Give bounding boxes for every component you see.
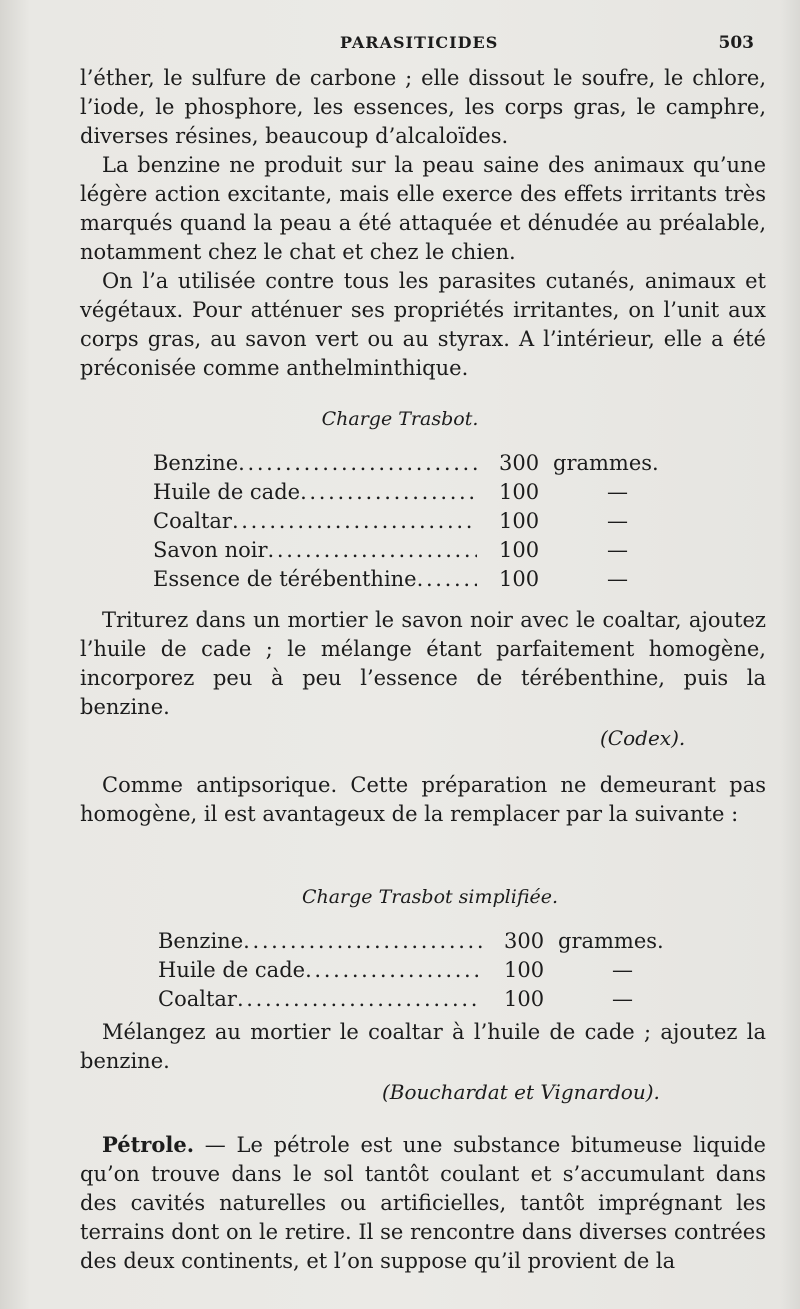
petrole-section <box>80 1130 766 1276</box>
ingredient-name: Coaltar <box>158 987 237 1011</box>
instructions-2 <box>80 1018 766 1076</box>
ingredient-name: Benzine <box>158 929 244 953</box>
leader-dots <box>243 927 482 956</box>
ingredient-name: Coaltar <box>153 509 232 533</box>
paragraph-2: La benzine ne produit sur la peau saine des animaux qu’une légère action excitante, mais elle exerce des effets irritants très marqués quand la peau a été attaquée et dénudée au préalable, notamment chez le chat et chez le chien. <box>80 153 766 264</box>
paragraph-1: l’éther, le sulfure de carbone ; elle dissout le soufre, le chlore, l’iode, le phosphore, les essences, les corps gras, le camphre, diverses résines, beaucoup d’alcaloïdes. <box>80 66 766 148</box>
ingredient-name: Huile de cade <box>153 480 301 504</box>
instructions-1 <box>80 606 766 722</box>
petrole-description: — Le pétrole est une substance bitumeuse liquide qu’on trouve dans le sol tantôt coulant et s’accumulant dans des cavités naturelles ou artificielles, tantôt imprégnant les terrains dont on le retire. Il se rencontre dans diverses contrées des deux continents, et l’on suppose qu’il provient de la <box>80 1133 766 1273</box>
leader-dots <box>237 985 482 1014</box>
ingredient-unit: — <box>607 480 628 504</box>
leader-dots <box>268 536 477 565</box>
leader-dots <box>305 956 482 985</box>
antipsoric-text <box>80 771 766 829</box>
ingredient-quantity: 100 <box>504 958 545 982</box>
ingredient-unit: — <box>612 958 633 982</box>
ingredient-name: Huile de cade <box>158 958 306 982</box>
ingredient-row <box>153 565 693 594</box>
ingredient-row <box>153 449 693 478</box>
ingredient-unit: — <box>607 538 628 562</box>
ingredient-row <box>158 956 698 985</box>
opening-text <box>80 64 766 383</box>
recipe-2-ingredients <box>158 927 698 1014</box>
petrole-term: Pétrole. <box>102 1132 195 1157</box>
leader-dots <box>232 507 477 536</box>
ingredient-quantity: 100 <box>499 480 540 504</box>
ingredient-name: Savon noir <box>153 538 268 562</box>
paragraph-3: On l’a utilisée contre tous les parasites cutanés, animaux et végétaux. Pour atténuer ses propriétés irritantes, on l’unit aux corps gras, au savon vert ou au styrax. A l’intérieur, elle a été préconisée comme anthelminthique. <box>80 269 766 380</box>
ingredient-unit: grammes. <box>553 451 659 475</box>
ingredient-quantity: 300 <box>499 451 540 475</box>
ingredient-quantity: 100 <box>499 509 540 533</box>
paragraph-7 <box>80 1130 766 1276</box>
leader-dots <box>300 478 477 507</box>
ingredient-row <box>158 985 698 1014</box>
ingredient-row <box>153 478 693 507</box>
running-title: PARASITICIDES <box>340 33 499 52</box>
ingredient-row <box>153 507 693 536</box>
paragraph-5: Comme antipsorique. Cette préparation ne demeurant pas homogène, il est avantageux de la remplacer par la suivante : <box>80 773 766 826</box>
source-citation-1: (Codex). <box>600 726 686 750</box>
ingredient-quantity: 100 <box>499 567 540 591</box>
ingredient-quantity: 300 <box>504 929 545 953</box>
ingredient-row <box>158 927 698 956</box>
ingredient-unit: grammes. <box>558 929 664 953</box>
running-head <box>0 33 800 57</box>
ingredient-quantity: 100 <box>504 987 545 1011</box>
recipe-2-title: Charge Trasbot simplifiée. <box>301 886 559 908</box>
source-citation-2: (Bouchardat et Vignardou). <box>382 1080 660 1104</box>
page-number: 503 <box>718 33 754 53</box>
paragraph-4: Triturez dans un mortier le savon noir avec le coaltar, ajoutez l’huile de cade ; le mélange étant parfaitement homogène, incorporez peu à peu l’essence de térébenthine, puis la benzine. <box>80 608 766 719</box>
ingredient-name: Essence de térébenthine <box>153 567 417 591</box>
recipe-1-ingredients <box>153 449 693 594</box>
ingredient-unit: — <box>607 567 628 591</box>
paragraph-6: Mélangez au mortier le coaltar à l’huile de cade ; ajoutez la benzine. <box>80 1020 766 1073</box>
ingredient-quantity: 100 <box>499 538 540 562</box>
ingredient-unit: — <box>607 509 628 533</box>
recipe-1-title: Charge Trasbot. <box>321 408 479 430</box>
ingredient-unit: — <box>612 987 633 1011</box>
ingredient-row <box>153 536 693 565</box>
leader-dots <box>417 565 477 594</box>
leader-dots <box>238 449 477 478</box>
ingredient-name: Benzine <box>153 451 239 475</box>
